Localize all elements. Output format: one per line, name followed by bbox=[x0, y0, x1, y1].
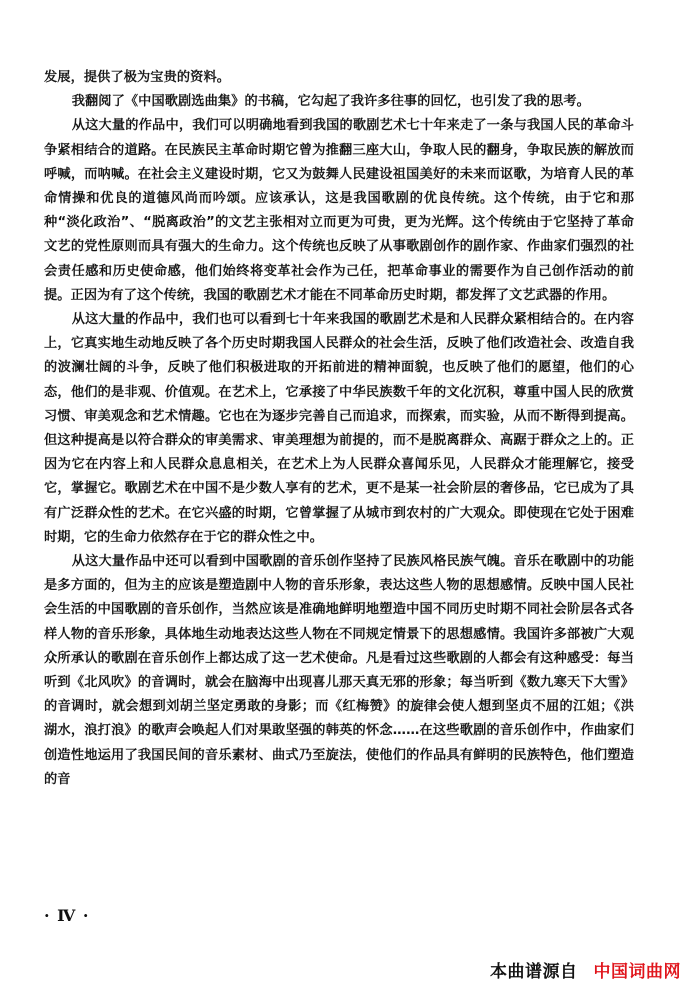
paragraph-5: 从这大量作品中还可以看到中国歌剧的音乐创作坚持了民族风格民族气魄。音乐在歌剧中的功能是多方面的，但为主的应该是塑造剧中人物的音乐形象，表达这些人物的思想感情。反映中国人民社会生活的中国歌剧的音乐创作，当然应该是准确地鲜明地塑造中国不同历史时期不同社会阶层各式各样人物的音乐形象，具体地生动地表达这些人物在不同规定情景下的思想感情。我国许多部被广大观众所承认的歌剧在音乐创作上都达成了这一艺术使命。凡是看过这些歌剧的人都会有这种感受：每当听到《北风吹》的音调时，就会在脑海中出现喜儿那天真无邪的形象；每当听到《数九寒天下大雪》的音调时，就会想到刘胡兰坚定勇敢的身影；而《红梅赞》的旋律会使人想到坚贞不屈的江姐；《洪湖水，浪打浪》的歌声会唤起人们对果敢坚强的韩英的怀念……在这些歌剧的音乐创作中，作曲家们创造性地运用了我国民间的音乐素材、曲式乃至旋法，使他们的作品具有鲜明的民族特色，他们塑造的音 bbox=[44, 554, 634, 787]
paragraph-4: 从这大量的作品中，我们也可以看到七十年来我国的歌剧艺术是和人民群众紧相结合的。在内容上，它真实地生动地反映了各个历史时期我国人民群众的社会生活，反映了他们改造社会、改造自我的波澜壮阔的斗争，反映了他们积极进取的开拓前进的精神面貌，也反映了他们的愿望，他们的心态，他们的是非观、价值观。在艺术上，它承接了中华民族数千年的文化沉积，尊重中国人民的欣赏习惯、审美观念和艺术情趣。它也在为逐步完善自己而追求，而探索，而实验，从而不断得到提高。但这种提高是以符合群众的审美需求、审美理想为前提的，而不是脱离群众、高踞于群众之上的。正因为它在内容上和人民群众息息相关，在艺术上为人民群众喜闻乐见，人民群众才能理解它，接受它，掌握它。歌剧艺术在中国不是少数人享有的艺术，更不是某一社会阶层的奢侈品，它已成为了具有广泛群众性的艺术。在它兴盛的时期，它曾掌握了从城市到农村的广大观众。即使现在它处于困难时期，它的生命力依然存在于它的群众性之中。 bbox=[44, 312, 634, 545]
paragraph-3: 从这大量的作品中，我们可以明确地看到我国的歌剧艺术七十年来走了一条与我国人民的革命斗争紧相结合的道路。在民族民主革命时期它曾为推翻三座大山，争取人民的翻身，争取民族的解放而呼喊，而呐喊。在社会主义建设时期，它又为鼓舞人民建设祖国美好的未来而讴歌，为培育人民的革命情操和优良的道德风尚而吟颂。应该承认，这是我国歌剧的优良传统。这个传统，由于它和那种“淡化政治”、“脱离政治”的文艺主张相对立而更为可贵，更为光辉。这个传统由于它坚持了革命文艺的党性原则而具有强大的生命力。这个传统也反映了从事歌剧创作的剧作家、作曲家们强烈的社会责任感和历史使命感，他们始终将变革社会作为己任，把革命事业的需要作为自己创作活动的前提。正因为有了这个传统，我国的歌剧艺术才能在不同革命历史时期，都发挥了文艺武器的作用。 bbox=[44, 118, 634, 303]
document-page bbox=[44, 66, 634, 792]
watermark-source-label: 本曲谱源自 bbox=[490, 962, 578, 982]
watermark bbox=[490, 957, 681, 982]
page-number: · Ⅳ · bbox=[44, 906, 90, 925]
paragraph-2: 我翻阅了《中国歌剧选曲集》的书稿，它勾起了我许多往事的回忆，也引发了我的思考。 bbox=[71, 94, 590, 110]
paragraph-continuation: 发展，提供了极为宝贵的资料。 bbox=[44, 70, 231, 85]
watermark-site-name: 中国词曲网 bbox=[593, 962, 681, 982]
